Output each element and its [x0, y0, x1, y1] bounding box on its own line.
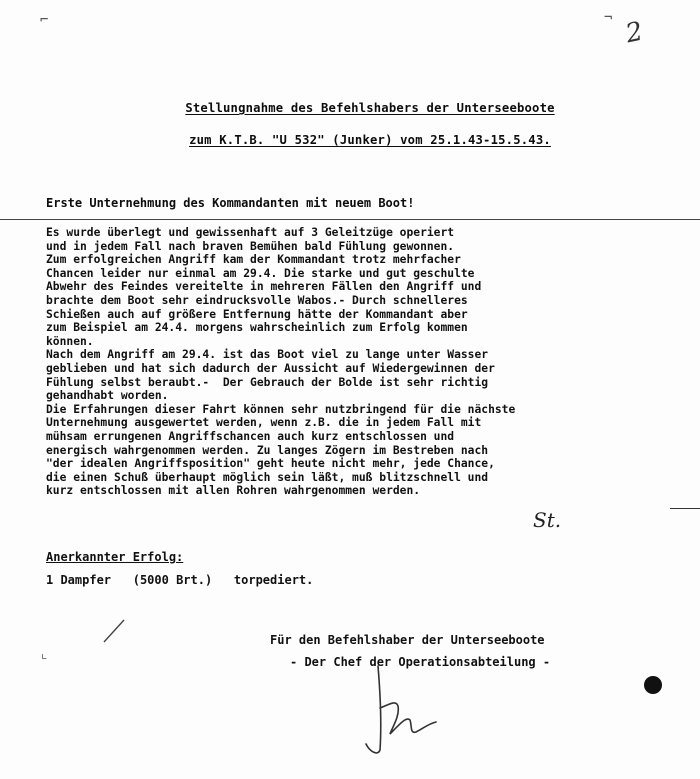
success-result: torpediert.	[233, 573, 314, 587]
body-line: energisch wahrgenommen werden. Zu langes Zögern im Bestreben nach	[46, 443, 489, 457]
pen-scratch	[98, 618, 128, 648]
document-reference: zum K.T.B. "U 532" (Junker) vom 25.1.43-15.5.43.	[189, 133, 551, 147]
ink-blot	[644, 676, 662, 694]
signature-line-1: Für den Befehlshaber der Unterseeboote	[270, 633, 545, 647]
body-line: zum Beispiel am 24.4. morgens wahrscheinlich zum Erfolg kommen	[46, 321, 468, 335]
body-line: Die Erfahrungen dieser Fahrt können sehr nutzbringend für die nächste	[46, 402, 516, 416]
corner-mark-bottom-left: ⌞	[40, 646, 49, 662]
page-number: 2	[623, 16, 646, 50]
body-line: kurz entschlossen mit allen Rohren wahrgenommen werden.	[46, 484, 421, 498]
page-title: Stellungnahme des Befehlshabers der Unterseeboote	[185, 101, 555, 115]
body-line: gehandhabt worden.	[46, 389, 169, 403]
body-line: mühsam errungenen Angriffschancen auch kurz entschlossen und	[46, 429, 455, 443]
body-line: Es wurde überlegt und gewissenhaft auf 3 Geleitzüge operiert	[46, 226, 455, 239]
body-line: die einen Schuß überhaupt möglich sein läßt, muß blitzschnell und	[46, 470, 489, 484]
body-text	[46, 226, 666, 498]
success-label: Anerkannter Erfolg:	[46, 550, 184, 564]
success-count: 1 Dampfer	[46, 573, 112, 587]
body-line: brachte dem Boot sehr eindrucksvolle Wabos.- Durch schnelleres	[46, 293, 468, 307]
body-line: Zum erfolgreichen Angriff kam der Kommandant trotz mehrfacher	[46, 253, 461, 267]
body-line: Abwehr des Feindes vereitelte in mehreren Fällen den Angriff und	[46, 280, 482, 294]
margin-line	[670, 508, 700, 509]
section-heading: Erste Unternehmung des Kommandanten mit neuem Boot!	[46, 196, 415, 210]
handwritten-initials: St.	[533, 508, 562, 532]
body-line: und in jedem Fall nach braven Bemühen bald Fühlung gewonnen.	[46, 239, 455, 253]
body-line: Chancen leider nur einmal am 29.4. Die starke und gut geschulte	[46, 266, 475, 280]
success-row	[46, 573, 313, 587]
body-line: "der idealen Angriffsposition" geht heute nicht mehr, jede Chance,	[46, 457, 495, 471]
signature-line-2: - Der Chef der Operationsabteilung -	[290, 655, 551, 669]
success-tonnage: (5000 Brt.)	[132, 573, 213, 587]
body-line: geblieben und hat sich dadurch der Aussicht auf Wiedergewinnen der	[46, 361, 495, 375]
body-line: Fühlung selbst beraubt.- Der Gebrauch der Bolde ist sehr richtig	[46, 375, 489, 389]
body-line: Unternehmung ausgewertet werden, wenn z.B. die in jedem Fall mit	[46, 416, 482, 430]
corner-mark-top-right: ¬	[604, 10, 613, 26]
body-line: Nach dem Angriff am 29.4. ist das Boot viel zu lange unter Wasser	[46, 348, 489, 362]
corner-mark-top-left: ⌐	[40, 12, 49, 28]
handwritten-signature	[340, 660, 460, 760]
body-line: Schießen auch auf größere Entfernung hätte der Kommandant aber	[46, 307, 468, 321]
body-line: können.	[46, 334, 94, 348]
divider	[0, 219, 700, 220]
